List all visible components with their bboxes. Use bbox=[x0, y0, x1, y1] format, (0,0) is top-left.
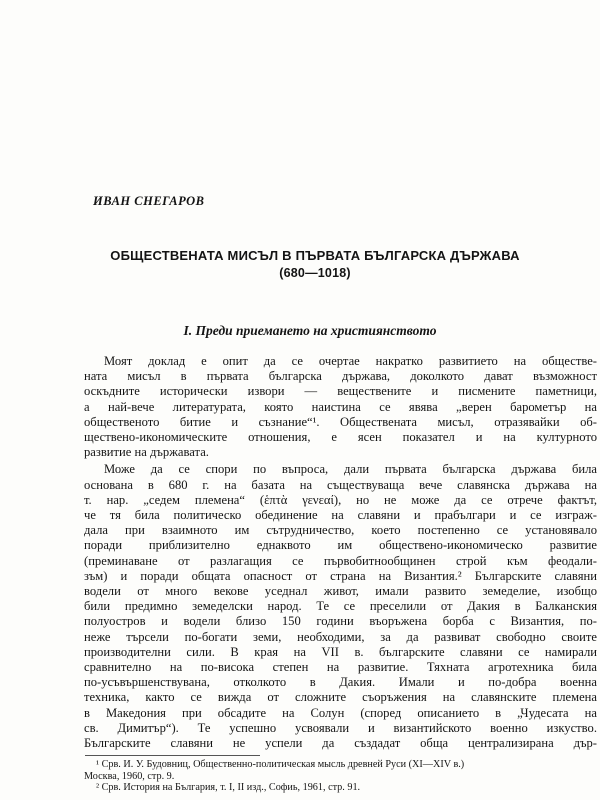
body-line: техника, както се вижда от сложните съоръжения на славянските племена bbox=[84, 690, 597, 705]
footnote-line: ² Срв. История на България, т. I, II изд., Софиь, 1961, стр. 91. bbox=[96, 782, 361, 794]
body-line: в Македония при обсадите на Солун (според описанието в „Чудесата на bbox=[84, 705, 597, 720]
body-line: производителни сили. В края на VII в. българските славяни се намирали bbox=[84, 644, 597, 659]
body-line: Българските славяни не успели да създадат обща централизирана дър- bbox=[84, 736, 597, 750]
footnote-line: ¹ Срв. И. У. Будовниц, Общественно-политическая мысль древней Руси (XI—XIV в.) bbox=[96, 759, 465, 771]
body-line: основана в 680 г. на базата на съществуваща вече славянска държава на bbox=[84, 477, 597, 492]
body-line: зъм) и поради общата опасност от страна на Византия.² Българските славяни bbox=[84, 568, 597, 583]
body-line: Може да се спори по въпроса, дали първата българска държава била bbox=[104, 462, 597, 477]
body-line: водели от много векове уседнал живот, имали развито земеделие, изобщо bbox=[84, 584, 597, 598]
body-line: полуостров и водели близо 150 години въоръжена борба с Византия, по- bbox=[84, 614, 597, 629]
author-name: ИВАН СНЕГАРОВ bbox=[93, 194, 205, 208]
body-line: поради приблизително еднаквото им обществено-икономическо развитие bbox=[84, 538, 597, 553]
body-line: св. Димитър“). Те успешно усвоявали и византийското военно изкуство. bbox=[84, 720, 597, 735]
body-line: общественото битие и съзнание“¹. Обществената мисъл, отразявайки об- bbox=[84, 414, 597, 429]
body-line: (преминаване от разлагащия се първобитнообщинен строй към феодали- bbox=[84, 553, 597, 568]
article-title: ОБЩЕСТВЕНАТА МИСЪЛ В ПЪРВАТА БЪЛГАРСКА ДЪРЖАВА bbox=[110, 248, 520, 263]
body-line: т. нар. „седем племена“ (ἑπτὰ γενεαί), но не може да се отрече фактът, bbox=[84, 492, 597, 507]
body-line: дала при взаимното им сътрудничество, което постепенно се установявало bbox=[84, 523, 597, 538]
body-line: сравнително на по-висока степен на развитие. Тяхната агротехника била bbox=[84, 660, 597, 674]
body-line: били предимно земеделски народ. Те се преселили от Дакия в Балканския bbox=[84, 599, 597, 614]
footnote-line: Москва, 1960, стр. 9. bbox=[84, 770, 175, 782]
body-line: а най-вече литературата, която наистина се явява „верен барометър на bbox=[84, 399, 597, 414]
body-line: ществено-икономическите отношения, е ясен показател и на културното bbox=[84, 430, 597, 444]
body-line: че тя била политическо обединение на славяни и прабългари и се изграж- bbox=[84, 508, 597, 522]
body-line: развитие на държавата. bbox=[84, 445, 209, 460]
section-heading: I. Преди приемането на християнството bbox=[183, 323, 437, 338]
body-line: оскъдните исторически извори — веществените и писмените паметници, bbox=[84, 384, 597, 399]
body-line: неже търсели по-богати земи, необходими, за да развиват свободно своите bbox=[84, 629, 597, 644]
body-line: Моят доклад е опит да се очертае накратко развитието на обществе- bbox=[104, 354, 597, 368]
article-title-dates: (680—1018) bbox=[279, 266, 351, 280]
body-line: ната мисъл в първата българска държава, доколкото дават възможност bbox=[84, 369, 597, 384]
body-line: по-усъвършенствувана, отколкото в Дакия. Имали и по-добра военна bbox=[84, 675, 597, 690]
footnote-divider bbox=[85, 755, 260, 756]
